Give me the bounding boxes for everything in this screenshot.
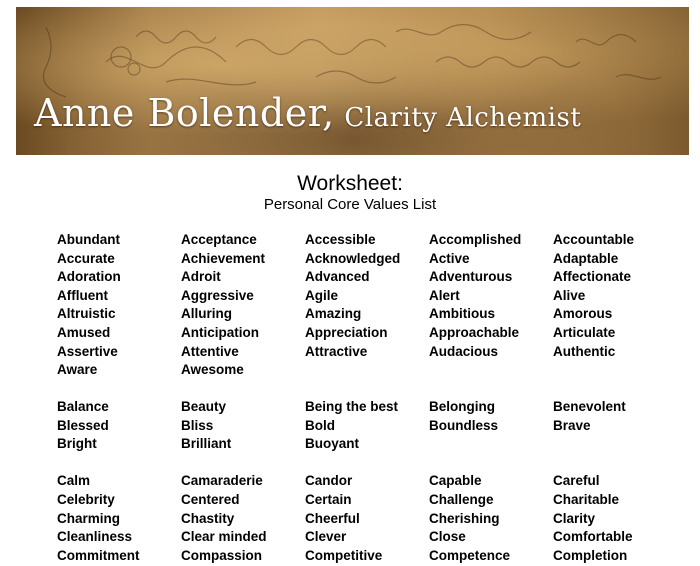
value-word: Affectionate <box>553 269 632 285</box>
value-word: Brave <box>553 417 591 433</box>
value-word <box>553 361 677 380</box>
value-word: Alert <box>429 287 460 303</box>
value-word: Authentic <box>553 343 616 359</box>
value-word: Agile <box>305 287 339 303</box>
value-word: Charitable <box>553 491 620 507</box>
value-word: Close <box>429 529 466 545</box>
value-word: Altruistic <box>57 306 116 322</box>
banner-title <box>34 91 581 135</box>
value-word: Awesome <box>181 362 244 378</box>
value-word: Alluring <box>181 306 232 322</box>
value-word: Active <box>429 250 470 266</box>
value-word: Commitment <box>57 547 140 563</box>
value-word: Amorous <box>553 306 613 322</box>
author-name: Anne Bolender, <box>34 91 335 135</box>
value-word: Adoration <box>57 269 121 285</box>
value-word: Alive <box>553 287 586 303</box>
value-word: Competitive <box>305 547 383 563</box>
author-role: Clarity Alchemist <box>344 103 582 133</box>
value-word: Charming <box>57 510 121 526</box>
value-word: Being the best <box>305 399 399 415</box>
value-word: Articulate <box>553 324 616 340</box>
value-word: Accessible <box>305 232 376 247</box>
value-word: Assertive <box>57 343 118 359</box>
value-word: Clever <box>305 529 347 545</box>
value-word: Clarity <box>553 510 596 526</box>
value-word: Aggressive <box>181 287 254 303</box>
value-word: Cheerful <box>305 510 360 526</box>
value-word: Challenge <box>429 491 494 507</box>
value-word: Balance <box>57 399 109 415</box>
values-group <box>57 231 677 380</box>
value-word: Achievement <box>181 250 266 266</box>
value-word: Adroit <box>181 269 221 285</box>
value-word: Acknowledged <box>305 250 401 266</box>
value-word: Compassion <box>181 547 263 563</box>
value-word: Careful <box>553 473 600 489</box>
value-word <box>429 435 553 454</box>
value-word: Attractive <box>305 343 368 359</box>
value-word: Celebrity <box>57 491 115 507</box>
value-word: Bright <box>57 436 97 452</box>
value-word: Affluent <box>57 287 108 303</box>
value-word: Bold <box>305 417 335 433</box>
value-word: Brilliant <box>181 436 232 452</box>
value-word: Bliss <box>181 417 214 433</box>
value-word: Ambitious <box>429 306 495 322</box>
value-word: Candor <box>305 473 353 489</box>
value-word: Competence <box>429 547 511 563</box>
value-word <box>553 435 677 454</box>
value-word: Cherishing <box>429 510 500 526</box>
value-word: Accomplished <box>429 232 522 247</box>
values-list <box>57 231 677 565</box>
value-word: Buoyant <box>305 436 359 452</box>
value-word <box>305 361 429 380</box>
worksheet-subtitle: Personal Core Values List <box>263 196 437 213</box>
value-word: Adventurous <box>429 269 513 285</box>
value-word: Camaraderie <box>181 473 263 489</box>
value-word: Acceptance <box>181 232 257 247</box>
value-word: Beauty <box>181 399 227 415</box>
values-group <box>57 398 677 454</box>
value-word: Adaptable <box>553 250 619 266</box>
value-word: Aware <box>57 362 98 378</box>
value-word <box>429 361 553 380</box>
value-word: Clear minded <box>181 529 267 545</box>
value-word: Benevolent <box>553 399 626 415</box>
value-word: Belonging <box>429 399 495 415</box>
value-word: Abundant <box>57 232 120 247</box>
worksheet-title: Worksheet: <box>297 172 403 195</box>
value-word: Accountable <box>553 232 635 247</box>
value-word: Calm <box>57 473 91 489</box>
value-word: Advanced <box>305 269 370 285</box>
value-word: Certain <box>305 491 352 507</box>
value-word: Amused <box>57 324 111 340</box>
value-word: Accurate <box>57 250 115 266</box>
value-word: Comfortable <box>553 529 633 545</box>
value-word: Chastity <box>181 510 235 526</box>
value-word: Amazing <box>305 306 362 322</box>
value-word: Approachable <box>429 324 520 340</box>
value-word: Completion <box>553 547 628 563</box>
value-word: Boundless <box>429 417 499 433</box>
value-word: Centered <box>181 491 240 507</box>
value-word: Appreciation <box>305 324 388 340</box>
header-banner <box>16 7 689 155</box>
value-word: Capable <box>429 473 482 489</box>
value-word: Anticipation <box>181 324 259 340</box>
value-word: Blessed <box>57 417 109 433</box>
values-group <box>57 472 677 565</box>
value-word: Cleanliness <box>57 529 133 545</box>
value-word: Attentive <box>181 343 239 359</box>
value-word: Audacious <box>429 343 499 359</box>
